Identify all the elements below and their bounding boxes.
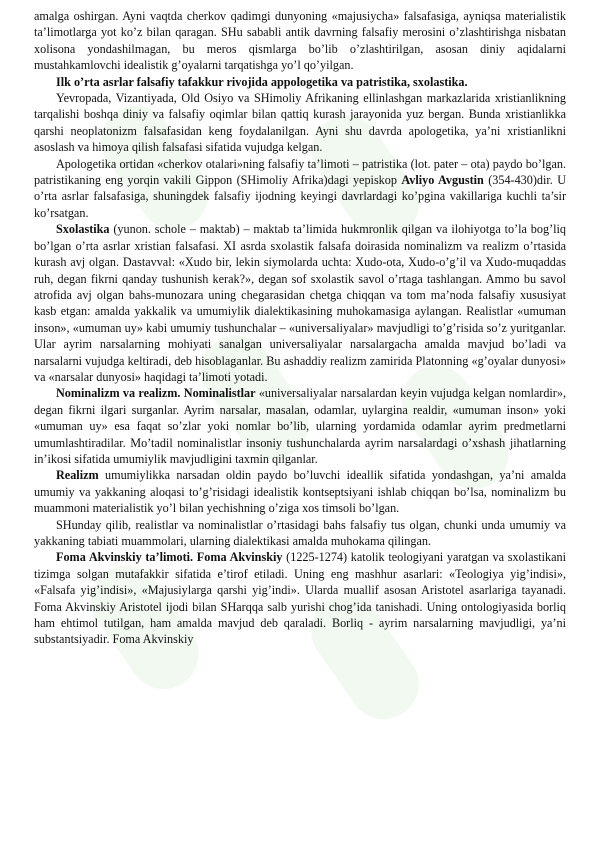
text-run: Apologetika ortidan «cherkov otalari»ning falsafiy ta’limoti – patristika (lot. pater – ota) paydo bo’lgan. patristikaning eng yorqin vakili Gippon (SHimoliy Afrika)dagi yepiskop [34, 156, 566, 188]
bold-term: Foma Akvinskiy ta’limoti. Foma Akvinskiy [56, 550, 283, 565]
text-run: Yevropada, Vizantiyada, Old Osiyo va SHimoliy Afrikaning ellinlashgan markazlarida xristianlikning tarqalishi boshqa diniy va falsafiy oqimlar bilan qattiq kurash jarayonida yuz bergan. Bunda xristianlikka qarshi neoplatonizm falsafasidan keng foydalanilgan. Ayni shu davrda apologetika, ya’ni xristianlikni asoslash va himoya qilish falsafasi sifatida vujudga kelgan. [34, 91, 566, 155]
paragraph [34, 90, 566, 156]
text-run: (1225-1274) katolik teologiyani yaratgan va sxolastikani tizimga solgan mutafakkir sifatida e’tirof etiladi. Uning eng mashhur asarlari: «Teologiya yig’indisi», «Falsafa yig’indisi», «Majusiylarga qarshi yig’indi». Ularda muallif asosan Aristotel asarlariga tayanadi. Foma Akvinskiy Aristotel ijodi bilan SHarqqa salb yurishi chog’ida tanishadi. Uning ontologiyasida borliq ham ehtimol tutilgan, ham amalda mavjud deb qaraladi. Borliq - ayrim narsalarning mavjudligi, ya’ni substantsiyadir. Foma Akvinskiy [34, 550, 566, 647]
bold-term: Ilk o’rta asrlar falsafiy tafakkur rivojida appologetika va patristika, sxolastika. [56, 74, 468, 89]
paragraph [34, 467, 566, 516]
text-run: (354-430)dir. U o’rta asrlar falsafasiga, shuningdek falsafiy ijodning keyingi davrlardagi ko’pgina vakillariga kuchli ta’sir ko’rsatgan. [34, 173, 567, 220]
paragraph [34, 8, 566, 74]
section-heading [34, 74, 566, 90]
text-run: SHunday qilib, realistlar va nominalistlar o’rtasidagi bahs falsafiy tus olgan, chunki unda umumiy va yakkaning tabiati muammolari, ularning dialektikasi amalda muhokama qilingan. [34, 517, 566, 548]
bold-term: Nominalizm va realizm. Nominalistlar [56, 386, 256, 401]
text-run: (yunon. schole – maktab) – maktab ta’limida hukmronlik qilgan va ilohiyotga to’la bog’liq bo’lgan o’rta asrlar xristian falsafasi. XI asrda sxolastik falsafa doirasida nominalizm va realizm o’rtasida kurash avj olgan. Dastavval: «Xudo bir, lekin siymolarda uchta: Xudo-ota, Xudo-o’g’il va Xudo-muqaddas ruh, degan fikrni qanday tushunish kerak?», degan sof sxolastik savol o’rtaga tashlangan. Ammo bu savol atrofida avj olgan bahs-munozara uning chegarasidan chetga chiqqan va tom ma’noda falsafiy xususiyat kasb etgan: amalda yakkalik va umumiylik dialektikasining muhokamasiga aylangan. Realistlar «umuman inson», «umuman uy» kabi umumiy tushunchalar – «universaliyalar» mavjudligi to’g’risida so’z yuritganlar. Ular ayrim narsalarning mohiyati sanalgan universaliyalar narsalargacha amalda mavjud bo’ladi va narsalarni vujudga keltiradi, deb hisoblaganlar. Bu ashaddiy realizm zamirida Platonning «g’oyalar dunyosi» va «narsalar dunyosi» haqidagi ta’limoti yotadi. [34, 222, 566, 384]
bold-term: Sxolastika [56, 222, 110, 237]
text-run: umumiylikka narsadan oldin paydo bo’luvchi ideallik sifatida yondashgan, ya’ni amalda umumiy va yakkaning aloqasi to’g’risidagi idealistik kontseptsiyani ishlab chiqqan bo’lsa, nominalizm bu muammoni materialistik yo’l bilan yechishning o’ziga xos timsoli bo’lgan. [34, 468, 566, 516]
paragraph [34, 549, 566, 647]
bold-term: Avliyo Avgustin [401, 173, 484, 188]
paragraph [34, 221, 566, 385]
paragraph [34, 517, 566, 550]
paragraph [34, 156, 566, 222]
text-run: amalga oshirgan. Ayni vaqtda cherkov qadimgi dunyoning «majusiycha» falsafasiga, ayniqsa materialistik ta’limotlarga yot ko’z bilan qaragan. SHu sababli antik davrning falsafiy merosini o’zlashtirishga nisbatan xolisona yondashilmagan, bu meros qismlarga bo’lib o’zlashtirilgan, asosan diniy aqidalarni mustahkamlovchi idealistik g’oyalarni tarqatishga yo’l qo’yilgan. [34, 9, 566, 73]
text-run: «universaliyalar narsalardan keyin vujudga kelgan nomlardir», degan fikrni ilgari surganlar. Ayrim narsalar, masalan, odamlar, uylargina realdir, «umuman inson» yoki «umuman uy» esa faqat so’zlar yoki nomlar bo’lib, ularning yordamida odamlar ayrim predmetlarni umumlashtiradilar. Mo’tadil nominalistlar insoniy tushunchalarda ayrim narsalardagi o’xshash jihatlarning in’ikosi sifatida umumiylik mavjudligini taxmin qilganlar. [34, 386, 566, 466]
document-body [34, 8, 566, 648]
bold-term: Realizm [56, 468, 99, 483]
paragraph [34, 385, 566, 467]
